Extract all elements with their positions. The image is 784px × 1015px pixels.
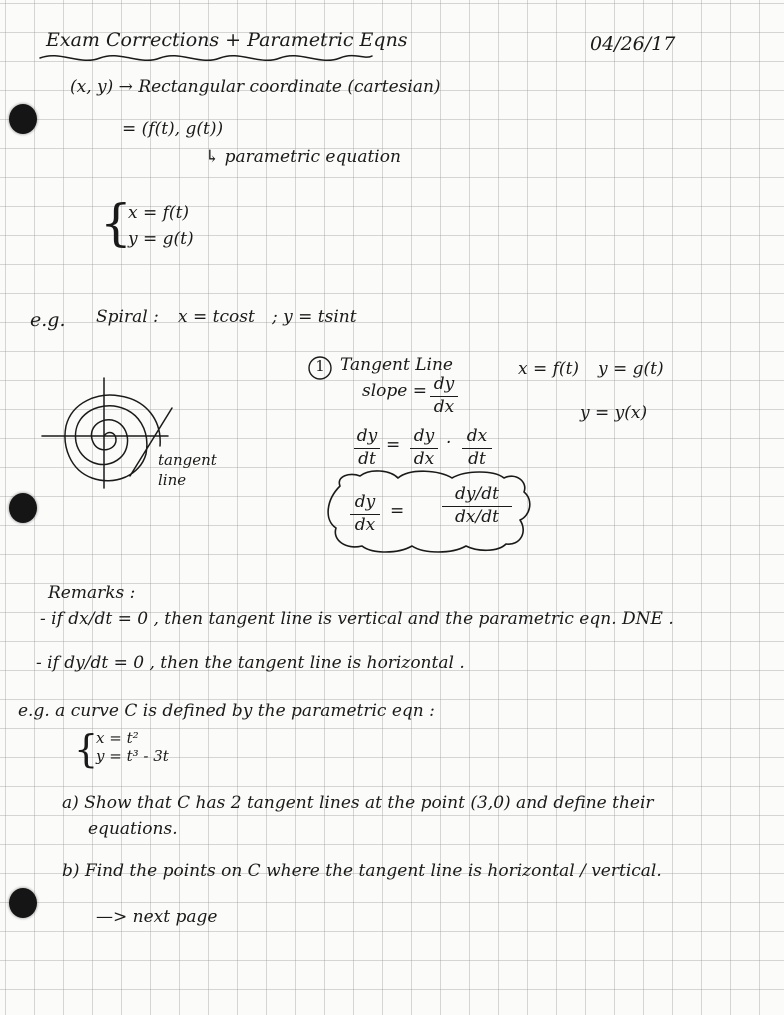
line-label: line: [158, 471, 187, 489]
remark-horizontal: - if dy/dt = 0 , then the tangent line is horizontal .: [36, 653, 465, 673]
y-equals-g-of-t-right: y = g(t): [598, 359, 664, 379]
next-page-note: —> next page: [96, 907, 218, 927]
tangent-line-heading: Tangent Line: [340, 355, 453, 375]
boxed-equals: =: [390, 501, 405, 521]
chain-left-fraction: [354, 428, 380, 469]
spiral-y-equation: ; y = tsint: [272, 307, 357, 327]
chain-right-denominator: dt: [468, 448, 486, 469]
x-equals-f-of-t: x = f(t): [128, 203, 190, 223]
example-y-equation: y = t³ - 3t: [96, 747, 169, 765]
page-date: 04/26/17: [590, 33, 676, 55]
chain-middle-fraction: [410, 428, 438, 469]
slope-denominator: dx: [433, 396, 455, 417]
boxed-right-denominator: dx/dt: [455, 506, 499, 527]
rectangular-coordinate-line: (x, y) → Rectangular coordinate (cartesian): [70, 77, 441, 97]
spiral-curve: [65, 395, 160, 481]
chain-right-numerator: dx: [466, 426, 488, 446]
boxed-left-fraction: [350, 494, 380, 535]
boxed-left-numerator: dy: [354, 492, 376, 512]
y-equals-g-of-t: y = g(t): [128, 229, 194, 249]
eg-label: e.g.: [30, 309, 66, 331]
boxed-right-fraction: [442, 486, 512, 527]
binder-hole: [9, 493, 37, 523]
chain-middle-denominator: dx: [413, 448, 435, 469]
chain-left-numerator: dy: [356, 426, 378, 446]
remarks-heading: Remarks :: [48, 583, 136, 603]
parametric-equation-label: ↳ parametric equation: [205, 147, 401, 167]
part-a-line-2: equations.: [88, 819, 178, 839]
chain-equals: =: [386, 435, 401, 455]
remark-vertical: - if dx/dt = 0 , then tangent line is vertical and the parametric eqn. DNE .: [40, 609, 674, 629]
y-equals-y-of-x: y = y(x): [580, 403, 648, 423]
boxed-left-denominator: dx: [354, 514, 376, 535]
example-system-brace: {: [74, 727, 99, 771]
example-x-equation: x = t²: [96, 729, 139, 747]
title-underline: [40, 56, 372, 61]
chain-right-fraction: [462, 428, 492, 469]
spiral-label: Spiral :: [96, 307, 159, 327]
chain-left-denominator: dt: [358, 448, 376, 469]
part-a-line-1: a) Show that C has 2 tangent lines at the point (3,0) and define their: [62, 793, 654, 813]
binder-hole: [9, 104, 37, 134]
spiral-x-equation: x = tcost: [178, 307, 255, 327]
slope-numerator: dy: [433, 374, 455, 394]
tangent-label: tangent: [158, 451, 217, 469]
page-title: Exam Corrections + Parametric Eqns: [46, 29, 408, 51]
parametric-form-line: = (f(t), g(t)): [122, 119, 224, 139]
slope-fraction: [430, 376, 458, 417]
system-brace: {: [100, 194, 132, 252]
boxed-right-numerator: dy/dt: [455, 484, 499, 504]
example-intro: e.g. a curve C is defined by the parametric eqn :: [18, 701, 435, 721]
chain-dot: ·: [446, 433, 452, 453]
section-number: 1: [315, 357, 325, 375]
part-b: b) Find the points on C where the tangent line is horizontal / vertical.: [62, 861, 662, 881]
binder-hole: [9, 888, 37, 918]
x-equals-f-of-t-right: x = f(t): [518, 359, 580, 379]
chain-middle-numerator: dy: [413, 426, 435, 446]
slope-label: slope =: [362, 381, 427, 401]
